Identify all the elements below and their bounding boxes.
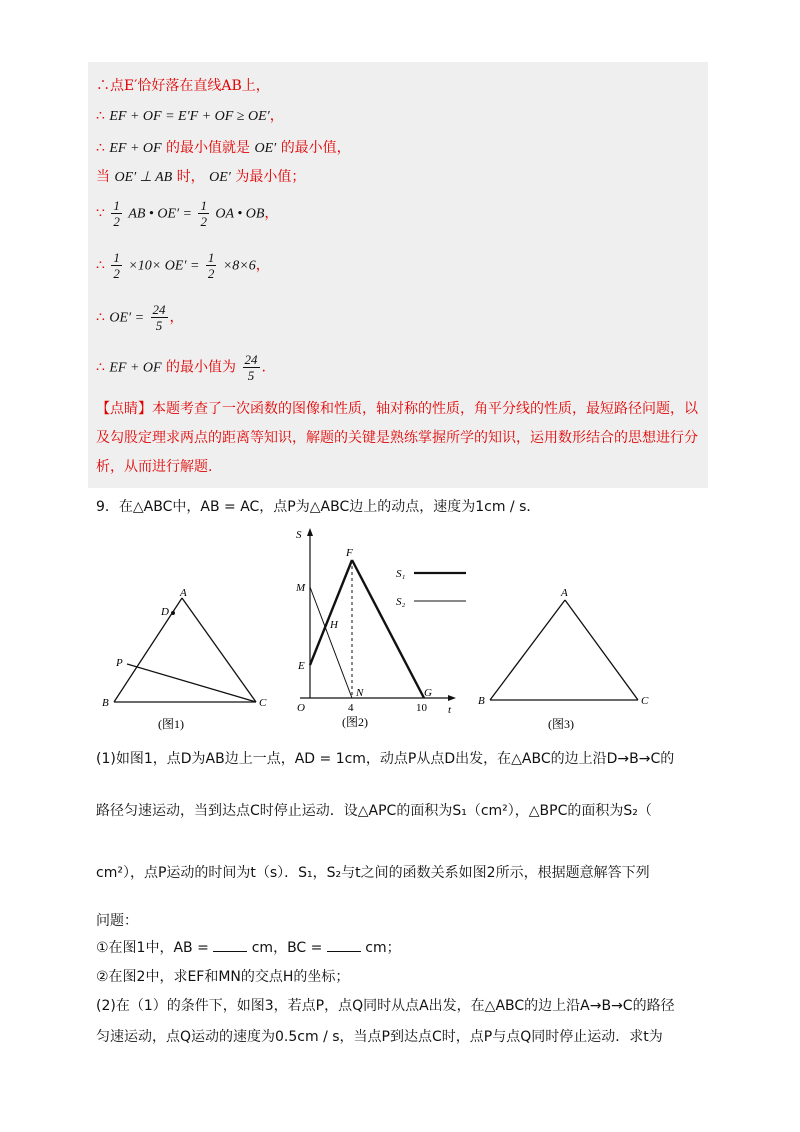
label-a: A bbox=[561, 587, 568, 599]
math-expression: OA • OB bbox=[215, 206, 265, 222]
label-n: N bbox=[356, 687, 364, 699]
part1-line-a bbox=[96, 748, 674, 768]
label-f: F bbox=[346, 547, 353, 559]
numerator: 24 bbox=[152, 302, 166, 317]
part1-line-d bbox=[96, 910, 138, 930]
fraction bbox=[111, 198, 122, 229]
problem-text: 匀速运动，点Q运动的速度为0.5cm / s，当点P到达点C时，点P与点Q同时停止运动．求t为 bbox=[96, 1029, 663, 1045]
label-e: E bbox=[298, 660, 305, 672]
numerator: 24 bbox=[244, 352, 258, 367]
math-expression: EF + OF bbox=[109, 141, 162, 156]
math-expression: EF + OF bbox=[109, 360, 162, 376]
label-a: A bbox=[180, 587, 187, 599]
t-axis-arrow bbox=[448, 695, 456, 701]
problem-text: (1)如图1，点D为AB边上一点，AD = 1cm，动点P从点D出发，在△ABC的边上沿D→B→C的 bbox=[96, 751, 675, 767]
solution-line-5 bbox=[96, 198, 278, 229]
point-d bbox=[171, 611, 175, 615]
denominator: 2 bbox=[113, 214, 120, 229]
denominator: 5 bbox=[247, 368, 255, 383]
segment-ab bbox=[490, 600, 565, 700]
part1-line-b bbox=[96, 800, 652, 820]
axis-t-label: t bbox=[448, 704, 452, 716]
punctuation: . bbox=[261, 359, 266, 376]
problem-text: 问题： bbox=[96, 913, 138, 929]
fraction bbox=[243, 352, 260, 383]
problem-text: ②在图2中，求EF和MN的交点H的坐标； bbox=[96, 969, 350, 985]
comment-block bbox=[96, 395, 698, 482]
figures-area bbox=[0, 520, 800, 740]
problem-text: ①在图1中，AB = bbox=[96, 940, 209, 956]
label-m: M bbox=[296, 582, 306, 594]
punctuation: ， bbox=[255, 257, 270, 274]
figure-2-caption: (图2) bbox=[342, 715, 368, 729]
part2-line-b bbox=[96, 1026, 663, 1046]
legend-s2-label: S₂ bbox=[396, 596, 406, 608]
because-mark: ∵ bbox=[96, 205, 105, 222]
label-c: C bbox=[259, 697, 267, 709]
math-expression: EF + OF = E′F + OF ≥ OE′ bbox=[109, 109, 270, 124]
solution-line-3 bbox=[96, 140, 351, 158]
problem-intro bbox=[96, 496, 540, 516]
figure-2 bbox=[300, 528, 466, 701]
label-g: G bbox=[424, 687, 432, 699]
problem-text: cm²），点P运动的时间为t（s）．S₁，S₂与t之间的函数关系如图2所示，根据题意解答下列 bbox=[96, 865, 650, 881]
problem-text: 9．在△ABC中，AB = AC，点P为△ABC边上的动点，速度为1cm / s． bbox=[96, 499, 541, 515]
solution-line-2 bbox=[96, 108, 284, 126]
segment-pc bbox=[127, 664, 256, 702]
solution-line-1 bbox=[96, 78, 270, 95]
comment-text: 本题考查了一次函数的图像和性质，轴对称的性质，角平分线的性质，最短路径问题，以及勾股定理求两点的距离等知识，解题的关键是熟练掌握所学的知识，运用数形结合的思想进行分析，从而进行解题. bbox=[96, 401, 698, 475]
figure-3 bbox=[490, 600, 638, 700]
numerator: 1 bbox=[113, 198, 120, 213]
solution-line-7 bbox=[96, 302, 184, 333]
numerator: 1 bbox=[113, 250, 120, 265]
figure-3-caption: (图3) bbox=[548, 717, 574, 731]
solution-text: 时， bbox=[176, 169, 205, 185]
s-axis-arrow bbox=[307, 528, 313, 536]
answer-blank-bc[interactable] bbox=[327, 939, 361, 952]
math-expression: ×10× OE′ = bbox=[128, 258, 200, 274]
tick-10: 10 bbox=[416, 702, 427, 714]
punctuation: ， bbox=[269, 108, 284, 124]
problem-text: (2)在（1）的条件下，如图3，若点P，点Q同时从点A出发，在△ABC的边上沿A→B→C的路径 bbox=[96, 998, 675, 1014]
label-d: D bbox=[161, 606, 169, 618]
question-1 bbox=[96, 937, 401, 957]
problem-text: cm； bbox=[365, 940, 401, 956]
segment-ac bbox=[182, 598, 256, 702]
denominator: 2 bbox=[113, 266, 120, 281]
math-expression: OE′ = bbox=[109, 310, 145, 326]
tick-4: 4 bbox=[348, 702, 354, 714]
question-2 bbox=[96, 966, 349, 986]
solution-text: 当 bbox=[96, 169, 110, 185]
therefore-mark: ∴ bbox=[96, 140, 105, 156]
math-expression: OE′ ⊥ AB bbox=[114, 170, 173, 185]
axis-s-label: S bbox=[296, 529, 302, 541]
therefore-mark: ∴ bbox=[96, 108, 105, 124]
figure-1 bbox=[114, 598, 256, 702]
label-p: P bbox=[116, 657, 123, 669]
part1-line-c bbox=[96, 862, 650, 882]
denominator: 2 bbox=[200, 214, 207, 229]
math-expression: OE′ bbox=[209, 170, 231, 185]
line-fg bbox=[352, 560, 424, 698]
math-expression: ×8×6 bbox=[222, 258, 256, 274]
label-b: B bbox=[102, 697, 109, 709]
punctuation: ， bbox=[264, 205, 279, 222]
fraction bbox=[151, 302, 168, 333]
comment-tag: 【点睛】 bbox=[96, 401, 152, 417]
label-h: H bbox=[330, 619, 338, 631]
segment-ac bbox=[565, 600, 638, 700]
solution-text: ∴点E′恰好落在直线AB上， bbox=[96, 78, 270, 94]
solution-text: 的最小值， bbox=[280, 140, 351, 156]
legend-s1-label: S₁ bbox=[396, 568, 406, 580]
label-b: B bbox=[478, 695, 485, 707]
figure-1-caption: (图1) bbox=[158, 717, 184, 731]
therefore-mark: ∴ bbox=[96, 359, 105, 376]
problem-text: 路径匀速运动，当到达点C时停止运动．设△APC的面积为S₁（cm²），△BPC的面积为S₂（ bbox=[96, 803, 652, 819]
solution-line-6 bbox=[96, 250, 270, 281]
solution-line-8 bbox=[96, 352, 266, 383]
line-mn bbox=[310, 587, 352, 698]
fraction bbox=[111, 250, 122, 281]
therefore-mark: ∴ bbox=[96, 257, 105, 274]
math-expression: OE′ bbox=[254, 141, 277, 156]
fraction bbox=[198, 198, 209, 229]
math-expression: AB • OE′ = bbox=[128, 206, 193, 222]
denominator: 5 bbox=[155, 318, 163, 333]
origin-label: O bbox=[297, 702, 305, 714]
line-ef bbox=[310, 560, 352, 665]
therefore-mark: ∴ bbox=[96, 309, 105, 326]
numerator: 1 bbox=[200, 198, 207, 213]
solution-text: 为最小值； bbox=[235, 169, 306, 185]
solution-line-4 bbox=[96, 169, 305, 187]
numerator: 1 bbox=[207, 250, 215, 265]
label-c: C bbox=[641, 695, 649, 707]
denominator: 2 bbox=[207, 266, 215, 281]
part2-line-a bbox=[96, 995, 675, 1015]
problem-text: cm，BC = bbox=[251, 940, 323, 956]
fraction bbox=[206, 250, 217, 281]
solution-text: 的最小值就是 bbox=[166, 140, 251, 156]
answer-blank-ab[interactable] bbox=[213, 939, 247, 952]
punctuation: ， bbox=[169, 309, 184, 326]
solution-text: 的最小值为 bbox=[166, 359, 237, 376]
